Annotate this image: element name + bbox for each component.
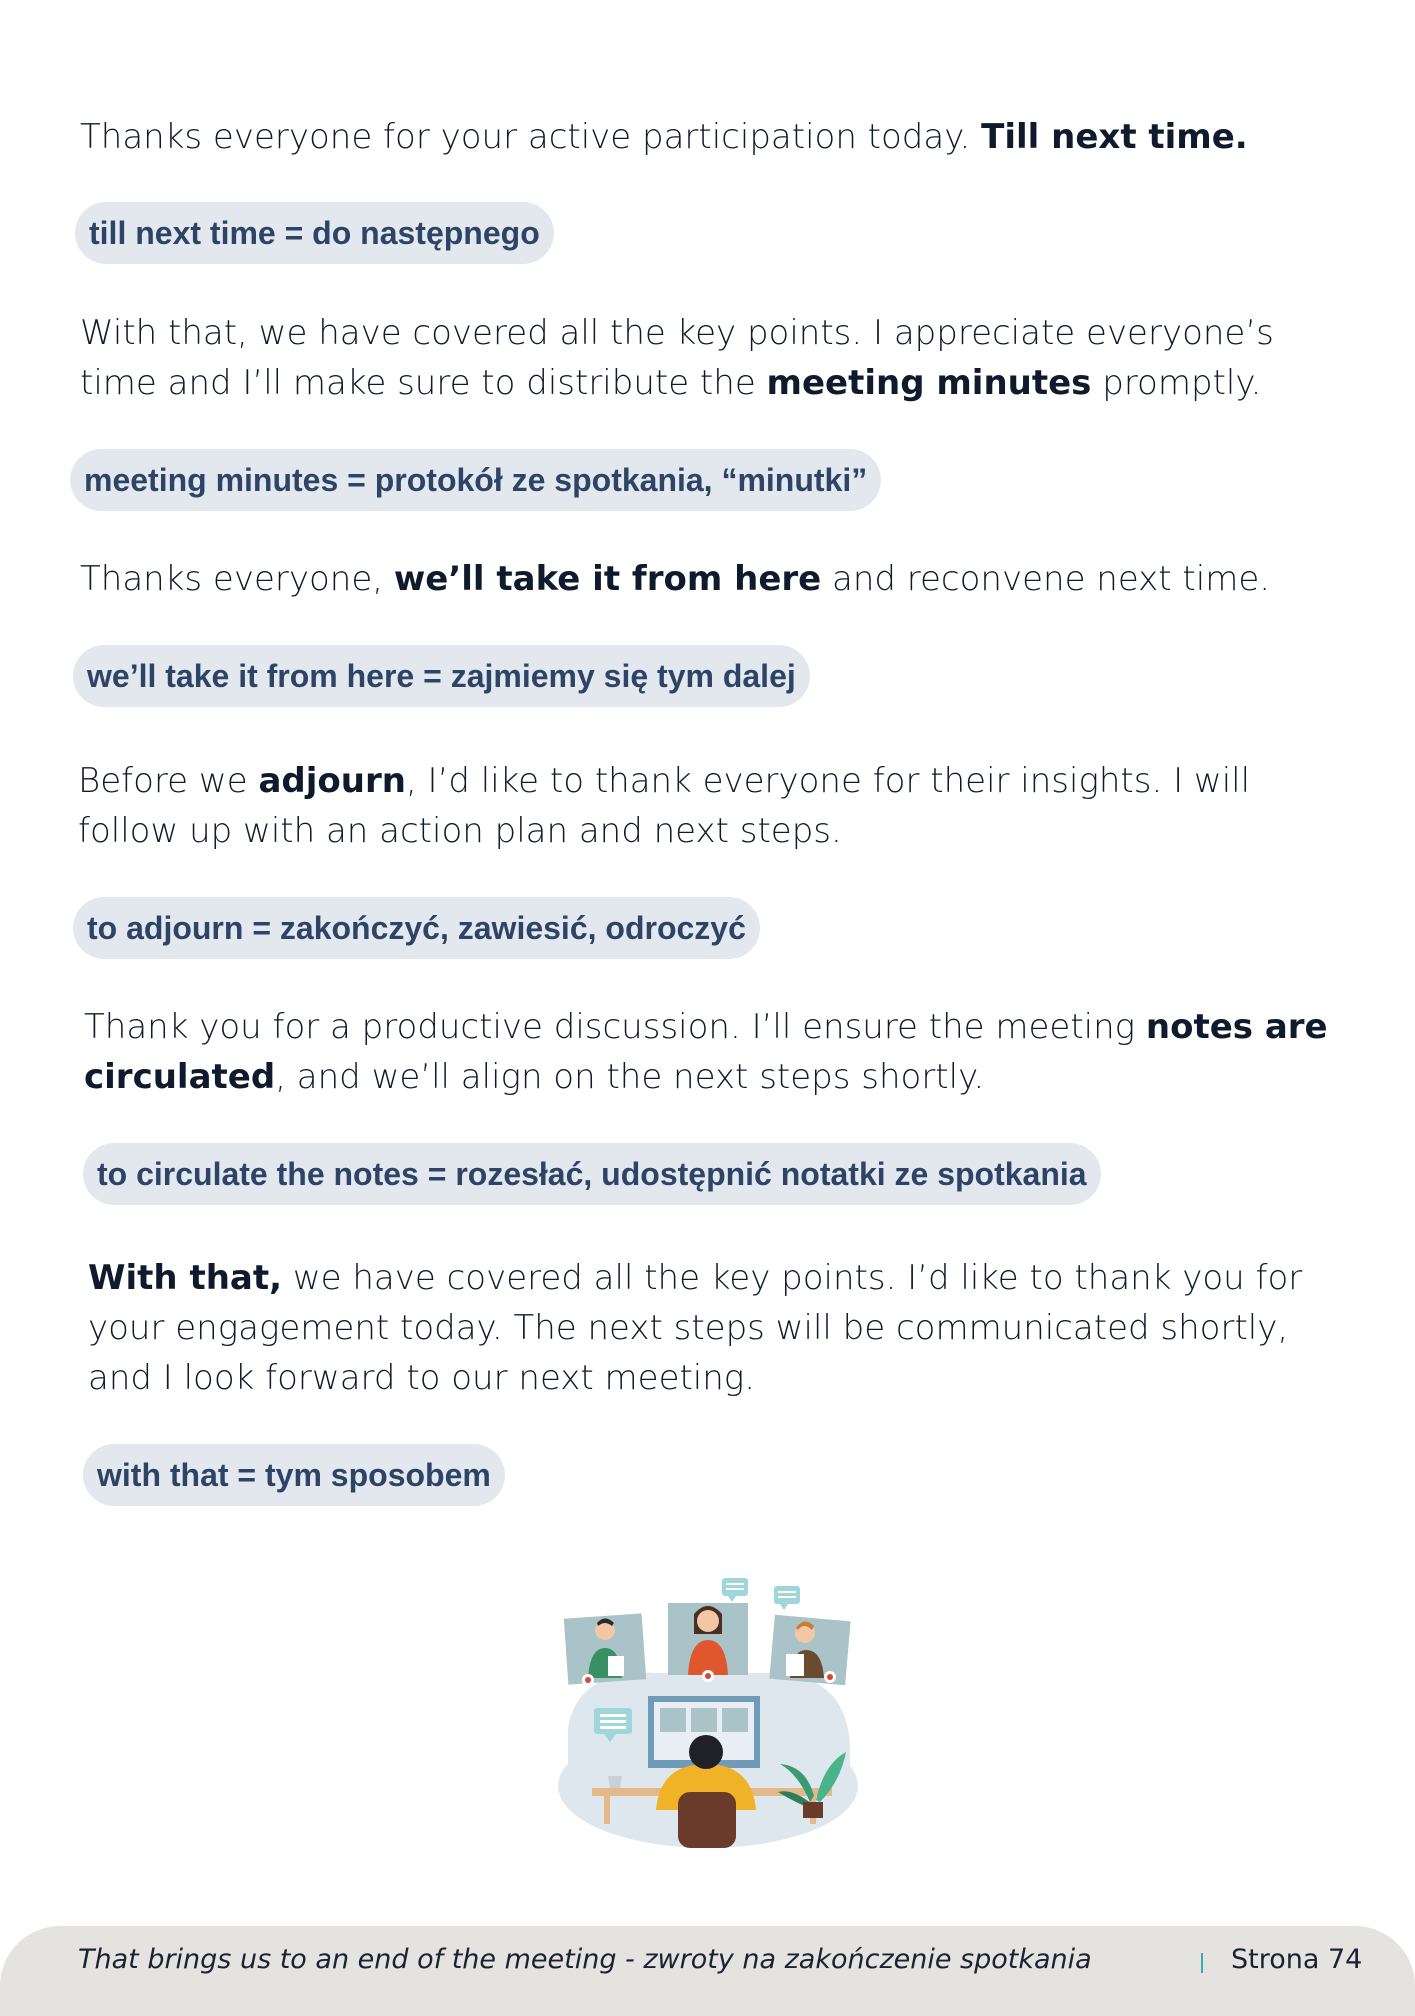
highlighted-phrase: notes are circulated bbox=[84, 1007, 1328, 1097]
translation-chip: with that = tym sposobem bbox=[83, 1444, 505, 1506]
chat-bubble-icon bbox=[774, 1586, 800, 1610]
page-number: Strona 74 bbox=[1231, 1944, 1363, 1975]
highlighted-phrase: meeting minutes bbox=[766, 363, 1092, 403]
highlighted-phrase: With that, bbox=[88, 1258, 283, 1298]
phrase-paragraph: Thank you for a productive discussion. I’ll ensure the meeting notes are circulated, and we’ll align on the next steps shortly. bbox=[84, 1007, 1328, 1097]
footer-separator bbox=[1201, 1953, 1203, 1973]
translation-chip: to adjourn = zakończyć, zawiesić, odroczyć bbox=[73, 897, 760, 959]
highlighted-phrase: adjourn bbox=[258, 761, 406, 801]
highlighted-phrase: we’ll take it from here bbox=[393, 559, 822, 599]
translation-chip: we’ll take it from here = zajmiemy się tym dalej bbox=[73, 645, 810, 707]
translation-chip: to circulate the notes = rozesłać, udostępnić notatki ze spotkania bbox=[83, 1143, 1101, 1205]
chair bbox=[678, 1792, 736, 1848]
chat-bubble-icon bbox=[722, 1578, 748, 1602]
phrase-paragraph: With that, we have covered all the key points. I appreciate everyone’s time and I’ll make sure to distribute the meeting minutes promptly. bbox=[80, 313, 1274, 403]
participant-tile-center bbox=[668, 1603, 748, 1682]
translation-chip: till next time = do następnego bbox=[75, 202, 554, 264]
phrase-paragraph: Thanks everyone, we’ll take it from here and reconvene next time. bbox=[80, 559, 1271, 599]
cup-icon bbox=[608, 1776, 622, 1788]
video-meeting-illustration bbox=[548, 1578, 868, 1848]
footer-title: That brings us to an end of the meeting - zwroty na zakończenie spotkania bbox=[78, 1944, 1092, 1975]
phrase-paragraph: Before we adjourn, I’d like to thank everyone for their insights. I will follow up with an action plan and next steps. bbox=[78, 761, 1251, 851]
participant-tile-right bbox=[769, 1615, 850, 1685]
translation-chip: meeting minutes = protokół ze spotkania, “minutki” bbox=[70, 449, 881, 511]
phrase-paragraph: Thanks everyone for your active participation today. Till next time. bbox=[80, 117, 1248, 157]
participant-tile-left bbox=[564, 1613, 646, 1686]
phrase-paragraph: With that, we have covered all the key points. I’d like to thank you for your engagement today. The next steps will be communicated shortly, and I look forward to our next meeting. bbox=[88, 1258, 1303, 1398]
highlighted-phrase: Till next time. bbox=[981, 117, 1248, 157]
